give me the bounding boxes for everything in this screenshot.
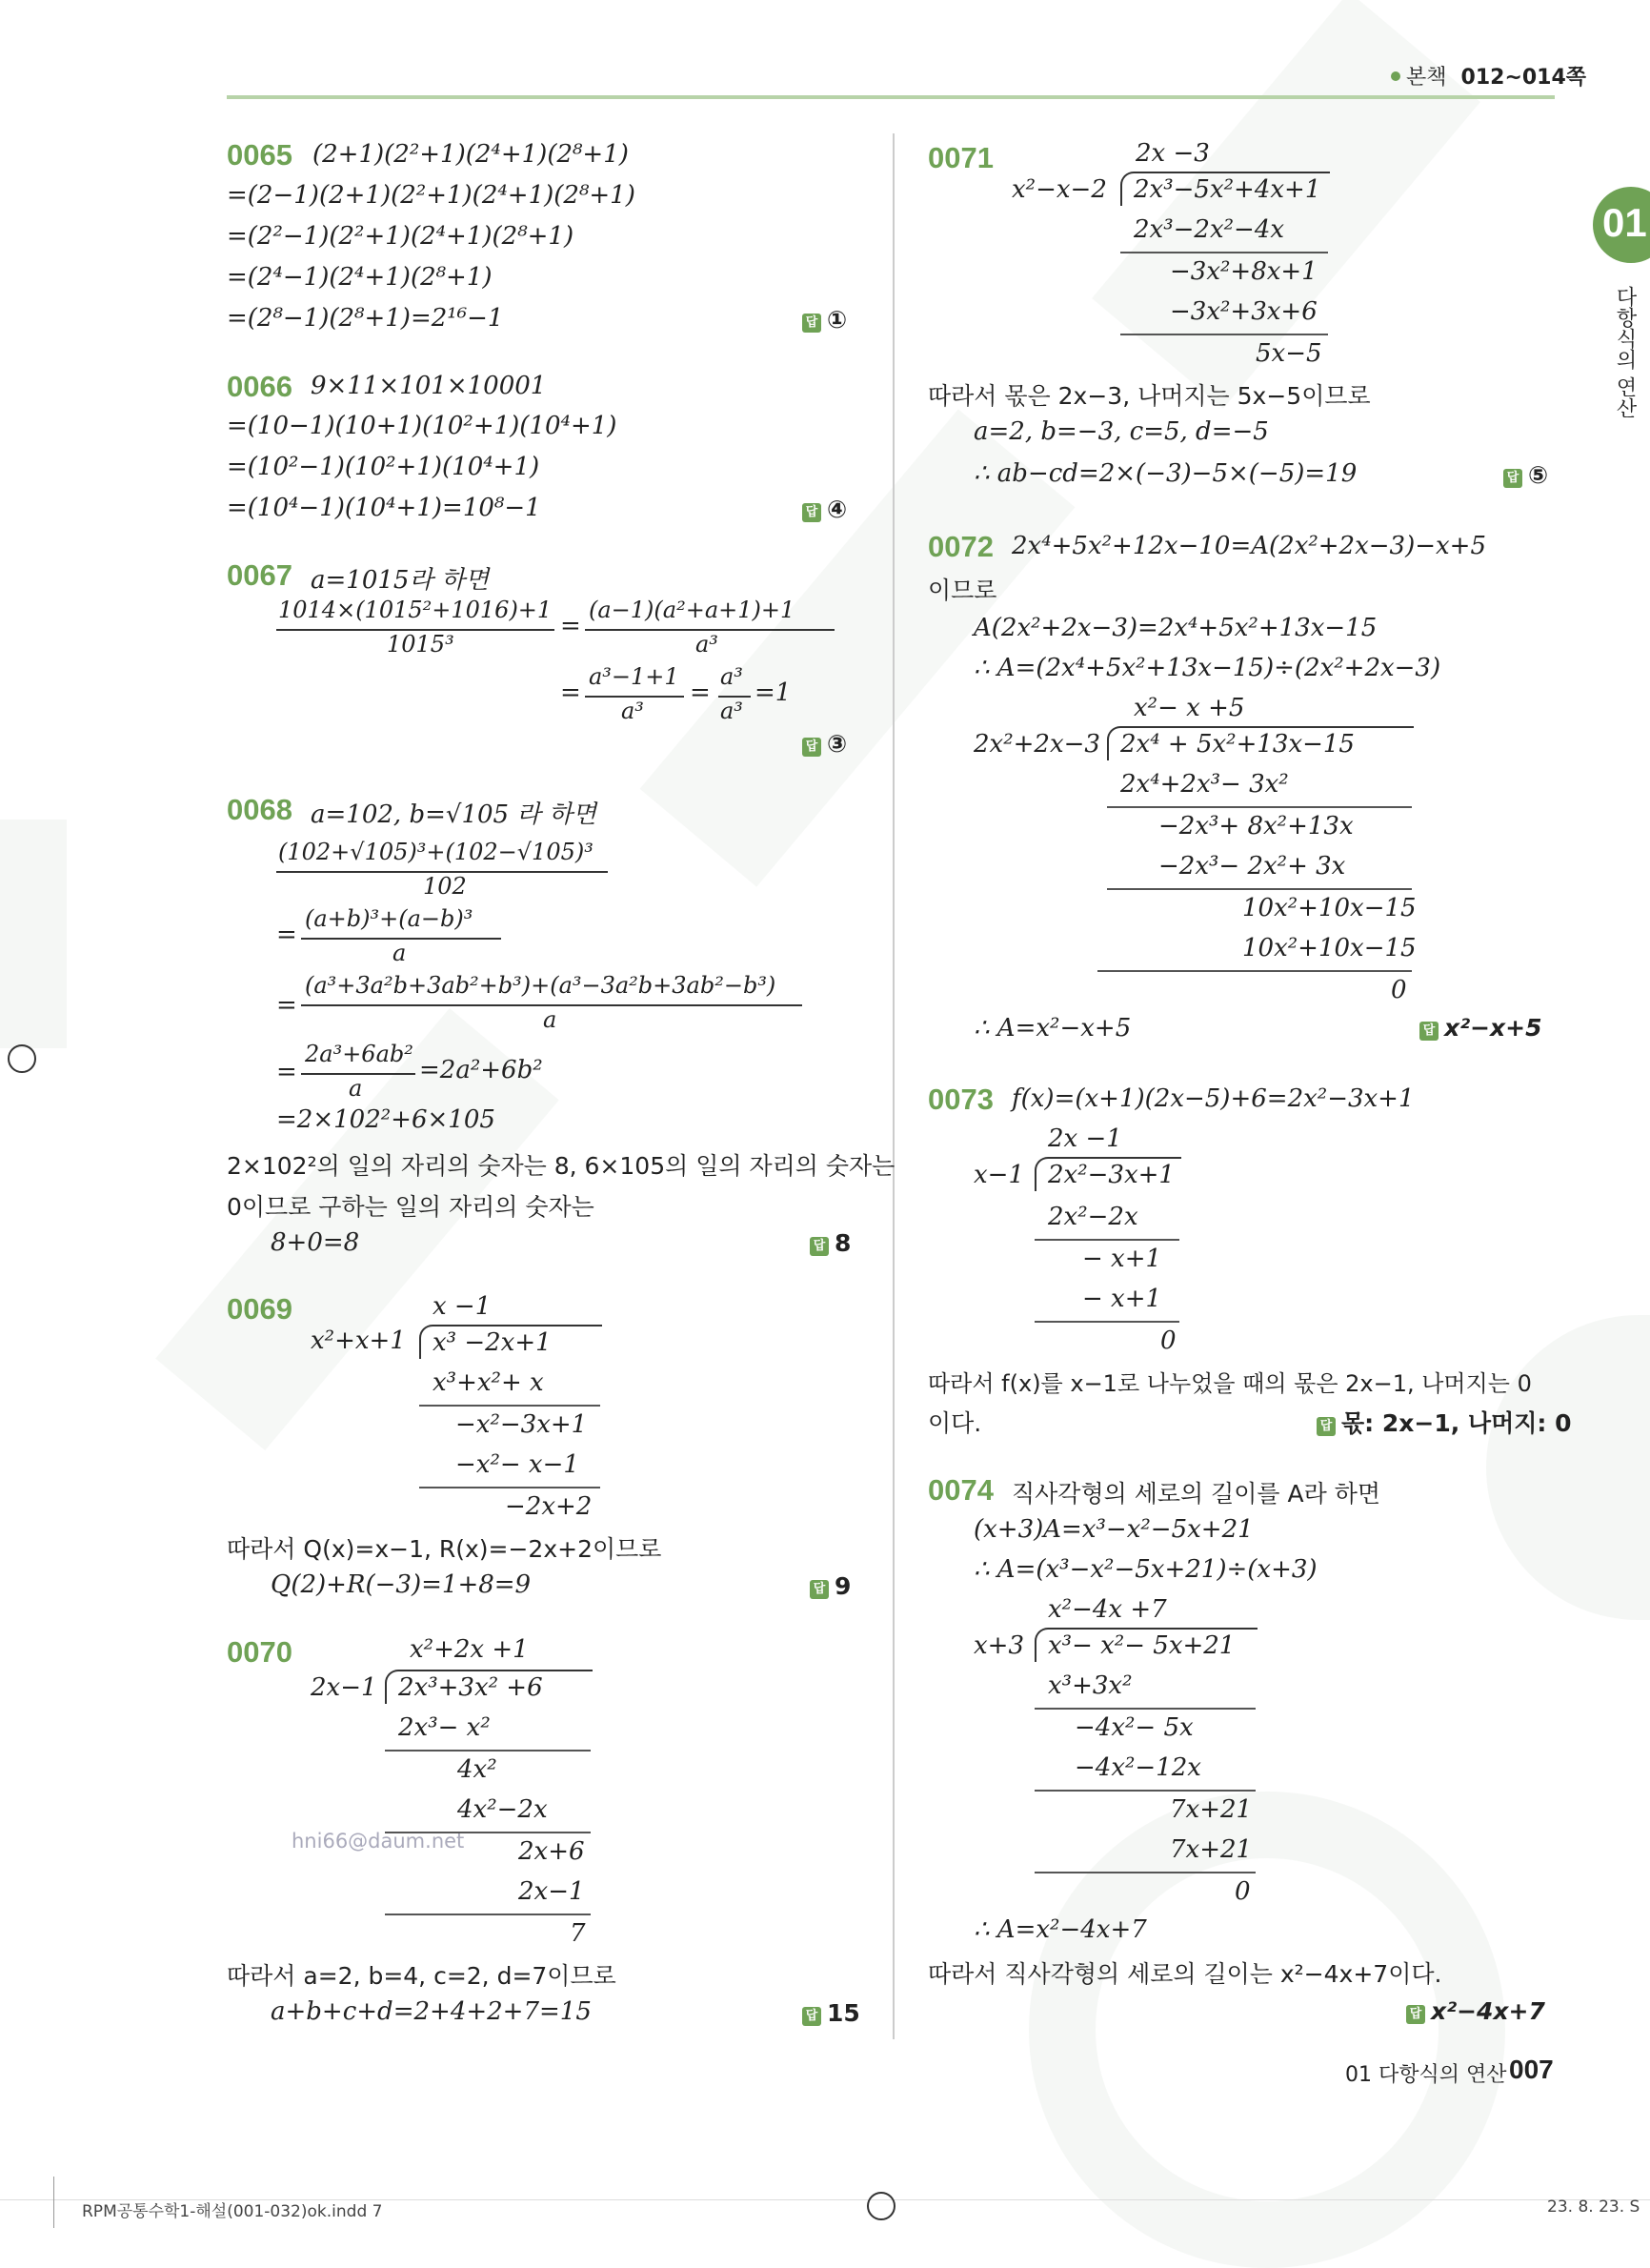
fraction-denominator: a <box>349 1075 363 1102</box>
math-line: ∴ A=x²−x+5 <box>974 1014 1132 1043</box>
division-row: 2x−1 <box>518 1877 585 1906</box>
division-row: 2x²−2x <box>1048 1203 1138 1231</box>
side-tab-title: 다항식의 연산 <box>1613 286 1637 418</box>
division-divisor: x²−x−2 <box>1012 175 1107 204</box>
division-row: x³+x²+ x <box>433 1368 544 1397</box>
crop-mark <box>53 2177 54 2228</box>
fraction-denominator: a³ <box>621 698 644 724</box>
division-rule <box>419 1487 600 1488</box>
division-row: x³+3x² <box>1048 1671 1133 1700</box>
problem-number: 0067 <box>227 558 292 592</box>
math-line: 9×11×101×10001 <box>311 372 547 400</box>
division-row: −2x³+ 8x²+13x <box>1158 812 1354 840</box>
math-line: ∴ A=(2x⁴+5x²+13x−15)÷(2x²+2x−3) <box>974 654 1441 682</box>
division-dividend: 2x³−5x²+4x+1 <box>1134 175 1321 204</box>
fraction-numerator: (a³+3a²b+3ab²+b³)+(a³−3a²b+3ab²−b³) <box>305 972 776 999</box>
text-line: 따라서 f(x)를 x−1로 나누었을 때의 몫은 2x−1, 나머지는 0 <box>928 1370 1532 1397</box>
fraction-denominator: a <box>543 1006 557 1033</box>
answer-value: ④ <box>827 496 848 523</box>
math-line: =2a²+6b² <box>419 1056 543 1084</box>
division-divisor: x+3 <box>974 1631 1024 1660</box>
answer-icon: 답 <box>802 738 821 757</box>
text-line: 따라서 몫은 2x−3, 나머지는 5x−5이므로 <box>928 382 1371 410</box>
math-line: =(2²−1)(2²+1)(2⁴+1)(2⁸+1) <box>227 222 574 251</box>
division-quotient: x −1 <box>433 1292 492 1321</box>
text-line: 따라서 Q(x)=x−1, R(x)=−2x+2이므로 <box>227 1535 662 1563</box>
division-rule <box>1035 1239 1179 1241</box>
problem-number: 0073 <box>928 1083 994 1116</box>
answer-icon: 답 <box>810 1237 829 1256</box>
answer <box>1419 1014 1542 1042</box>
bullet-icon <box>1391 71 1400 81</box>
equals-sign: = <box>276 1058 297 1086</box>
text-line: 0이므로 구하는 일의 자리의 숫자는 <box>227 1193 594 1221</box>
registration-mark-icon <box>867 2192 895 2220</box>
division-row: − x+1 <box>1082 1285 1162 1313</box>
footer-chapter: 01 다항식의 연산 <box>1345 2063 1507 2087</box>
division-row: 10x²+10x−15 <box>1242 894 1417 922</box>
text-line: 이다. <box>928 1409 982 1437</box>
answer <box>802 306 847 334</box>
division-row: 10x²+10x−15 <box>1242 934 1417 962</box>
math-line: ∴ ab−cd=2×(−3)−5×(−5)=19 <box>974 459 1358 488</box>
header-label <box>1391 61 1586 91</box>
math-line: =1 <box>755 678 792 707</box>
text-line: 직사각형의 세로의 길이를 A라 하면 <box>1012 1480 1380 1508</box>
answer <box>1503 461 1548 489</box>
page-number: 007 <box>1509 2055 1554 2084</box>
fraction-numerator: (102+√105)³+(102−√105)³ <box>278 839 594 865</box>
answer-icon: 답 <box>1317 1417 1336 1436</box>
answer-icon: 답 <box>1406 2005 1425 2024</box>
division-row: −x²−3x+1 <box>455 1410 588 1439</box>
answer-icon: 답 <box>1419 1022 1439 1041</box>
division-row: 4x² <box>457 1755 497 1784</box>
header-pages: 012~014쪽 <box>1460 66 1587 90</box>
division-divisor: x²+x+1 <box>311 1326 406 1355</box>
text-line: 이므로 <box>928 577 997 604</box>
math-line: =2×102²+6×105 <box>276 1105 495 1134</box>
fraction-denominator: a³ <box>720 698 743 724</box>
answer-icon: 답 <box>802 314 821 333</box>
text-line: 따라서 직사각형의 세로의 길이는 x²−4x+7이다. <box>928 1960 1442 1988</box>
equals-sign: = <box>560 612 581 640</box>
math-line: =(2⁴−1)(2⁴+1)(2⁸+1) <box>227 263 493 292</box>
division-rule <box>1035 1790 1256 1792</box>
division-row: 2x³−2x²−4x <box>1134 215 1285 244</box>
answer-icon: 답 <box>802 2007 821 2026</box>
division-divisor: 2x²+2x−3 <box>974 730 1100 759</box>
problem-number: 0069 <box>227 1292 292 1326</box>
division-rule <box>1120 252 1328 253</box>
division-row: −3x²+3x+6 <box>1170 297 1318 326</box>
math-line: 2x⁴+5x²+12x−10=A(2x²+2x−3)−x+5 <box>1012 532 1487 560</box>
math-line: =(2⁸−1)(2⁸+1)=2¹⁶−1 <box>227 304 504 333</box>
division-row: 7 <box>570 1919 586 1948</box>
division-quotient: x²+2x +1 <box>410 1635 529 1664</box>
division-row: 2x⁴+2x³− 3x² <box>1120 770 1289 799</box>
watermark-shape <box>1486 1315 1650 1620</box>
division-quotient: 2x −3 <box>1136 139 1210 168</box>
answer-value: 몫: 2x−1, 나머지: 0 <box>1341 1409 1572 1437</box>
fraction-numerator: (a+b)³+(a−b)³ <box>305 905 473 932</box>
math-line: 8+0=8 <box>271 1228 360 1257</box>
answer <box>810 1229 851 1257</box>
fraction-numerator: 2a³+6ab² <box>305 1041 413 1067</box>
answer <box>802 1999 860 2027</box>
column-divider <box>893 133 895 2039</box>
math-line: =(2−1)(2+1)(2²+1)(2⁴+1)(2⁸+1) <box>227 181 635 210</box>
watermark-shape <box>0 820 67 1048</box>
division-row: 2x+6 <box>518 1837 585 1866</box>
header-bar <box>227 95 1555 99</box>
division-dividend: x³− x²− 5x+21 <box>1048 1631 1236 1660</box>
side-tab-number: 01 <box>1602 200 1647 245</box>
footer-date: 23. 8. 23. S <box>1547 2197 1640 2217</box>
answer-value: x²−4x+7 <box>1431 1997 1545 2025</box>
math-line: Q(2)+R(−3)=1+8=9 <box>271 1570 532 1599</box>
math-line: ∴ A=(x³−x²−5x+21)÷(x+3) <box>974 1555 1318 1584</box>
division-row: 7x+21 <box>1170 1795 1253 1824</box>
math-line: A(2x²+2x−3)=2x⁴+5x²+13x−15 <box>974 614 1378 642</box>
math-line: =(10⁴−1)(10⁴+1)=10⁸−1 <box>227 494 541 522</box>
division-rule <box>385 1914 591 1915</box>
equals-sign: = <box>276 921 297 949</box>
equals-sign: = <box>690 678 711 707</box>
answer <box>802 496 847 523</box>
problem-number: 0066 <box>227 370 292 403</box>
division-dividend: 2x³+3x² +6 <box>398 1673 543 1702</box>
division-divisor: 2x−1 <box>311 1673 377 1702</box>
division-row: −4x²−12x <box>1075 1753 1201 1782</box>
answer <box>802 730 847 758</box>
division-row: 0 <box>1391 976 1407 1004</box>
math-line: ∴ A=x²−4x+7 <box>974 1915 1147 1944</box>
division-quotient: x²−4x +7 <box>1048 1595 1167 1624</box>
division-quotient: x²− x +5 <box>1134 694 1245 722</box>
answer-icon: 답 <box>1503 469 1522 488</box>
fraction-denominator: 1015³ <box>387 631 454 658</box>
division-rule <box>1120 334 1328 335</box>
answer-value: 8 <box>835 1229 852 1257</box>
problem-number: 0070 <box>227 1635 292 1669</box>
answer <box>1317 1405 1571 1439</box>
fraction-denominator: a³ <box>695 631 718 658</box>
equals-sign: = <box>560 678 581 707</box>
division-row: 2x³− x² <box>398 1713 491 1742</box>
division-row: −4x²− 5x <box>1075 1713 1194 1742</box>
answer-value: x²−x+5 <box>1444 1014 1542 1042</box>
answer-icon: 답 <box>810 1580 829 1599</box>
answer-value: ① <box>827 306 848 334</box>
division-rule <box>385 1750 591 1752</box>
division-rule <box>1107 806 1412 808</box>
math-line: a+b+c+d=2+4+2+7=15 <box>271 1997 592 2026</box>
division-row: −2x+2 <box>505 1492 593 1521</box>
answer-value: ⑤ <box>1528 461 1549 489</box>
answer-value: 9 <box>835 1572 852 1600</box>
answer <box>1406 1997 1545 2025</box>
fraction-denominator: a <box>392 940 407 966</box>
fraction-numerator: (a−1)(a²+a+1)+1 <box>589 597 795 623</box>
fraction-denominator: 102 <box>423 873 467 900</box>
division-row: 5x−5 <box>1256 339 1322 368</box>
division-row: −3x²+8x+1 <box>1170 257 1318 286</box>
math-line: a=102, b=√105 라 하면 <box>311 800 596 829</box>
math-line: (x+3)A=x³−x²−5x+21 <box>974 1515 1254 1544</box>
fraction-numerator: a³ <box>720 663 743 690</box>
division-rule <box>1097 970 1412 972</box>
division-row: −x²− x−1 <box>455 1450 579 1479</box>
division-quotient: 2x −1 <box>1048 1124 1122 1153</box>
division-row: 4x²−2x <box>457 1795 548 1824</box>
registration-mark-icon <box>8 1044 36 1073</box>
math-line: =(10−1)(10+1)(10²+1)(10⁴+1) <box>227 412 617 440</box>
problem-number: 0072 <box>928 530 994 563</box>
answer-icon: 답 <box>802 503 821 522</box>
problem-number: 0068 <box>227 793 292 826</box>
division-dividend: 2x⁴ + 5x²+13x−15 <box>1120 730 1355 759</box>
division-row: 0 <box>1160 1326 1177 1355</box>
problem-number: 0071 <box>928 141 994 174</box>
watermark-email: hni66@daum.net <box>292 1830 465 1853</box>
equals-sign: = <box>276 991 297 1020</box>
math-line: f(x)=(x+1)(2x−5)+6=2x²−3x+1 <box>1012 1084 1415 1113</box>
answer <box>810 1572 851 1600</box>
watermark-shape <box>1029 1792 1505 2268</box>
answer-value: 15 <box>827 1999 860 2027</box>
division-row: − x+1 <box>1082 1245 1162 1273</box>
division-rule <box>1035 1321 1179 1323</box>
header-label-text: 본책 <box>1406 66 1447 90</box>
math-line: =(10²−1)(10²+1)(10⁴+1) <box>227 453 540 481</box>
footer-file: RPM공통수학1-해설(001-032)ok.indd 7 <box>82 2202 383 2221</box>
division-divisor: x−1 <box>974 1161 1024 1189</box>
division-row: −2x³− 2x²+ 3x <box>1158 852 1346 881</box>
text-line: 2×102²의 일의 자리의 숫자는 8, 6×105의 일의 자리의 숫자는 <box>227 1152 895 1180</box>
division-rule <box>1035 1708 1256 1710</box>
division-row: 0 <box>1235 1877 1251 1906</box>
math-line: a=2, b=−3, c=5, d=−5 <box>974 417 1269 446</box>
fraction-numerator: a³−1+1 <box>589 663 679 690</box>
fraction-numerator: 1014×(1015²+1016)+1 <box>278 597 553 623</box>
division-row: 7x+21 <box>1170 1835 1253 1864</box>
division-dividend: 2x²−3x+1 <box>1048 1161 1175 1189</box>
division-rule <box>1107 888 1412 890</box>
math-line: a=1015라 하면 <box>311 566 490 595</box>
math-line: (2+1)(2²+1)(2⁴+1)(2⁸+1) <box>312 140 629 169</box>
answer-value: ③ <box>827 730 848 758</box>
problem-number: 0065 <box>227 138 292 172</box>
problem-number: 0074 <box>928 1473 994 1507</box>
division-dividend: x³ −2x+1 <box>433 1328 552 1357</box>
division-rule <box>1035 1872 1256 1873</box>
text-line: 따라서 a=2, b=4, c=2, d=7이므로 <box>227 1962 616 1990</box>
division-rule <box>419 1405 600 1407</box>
